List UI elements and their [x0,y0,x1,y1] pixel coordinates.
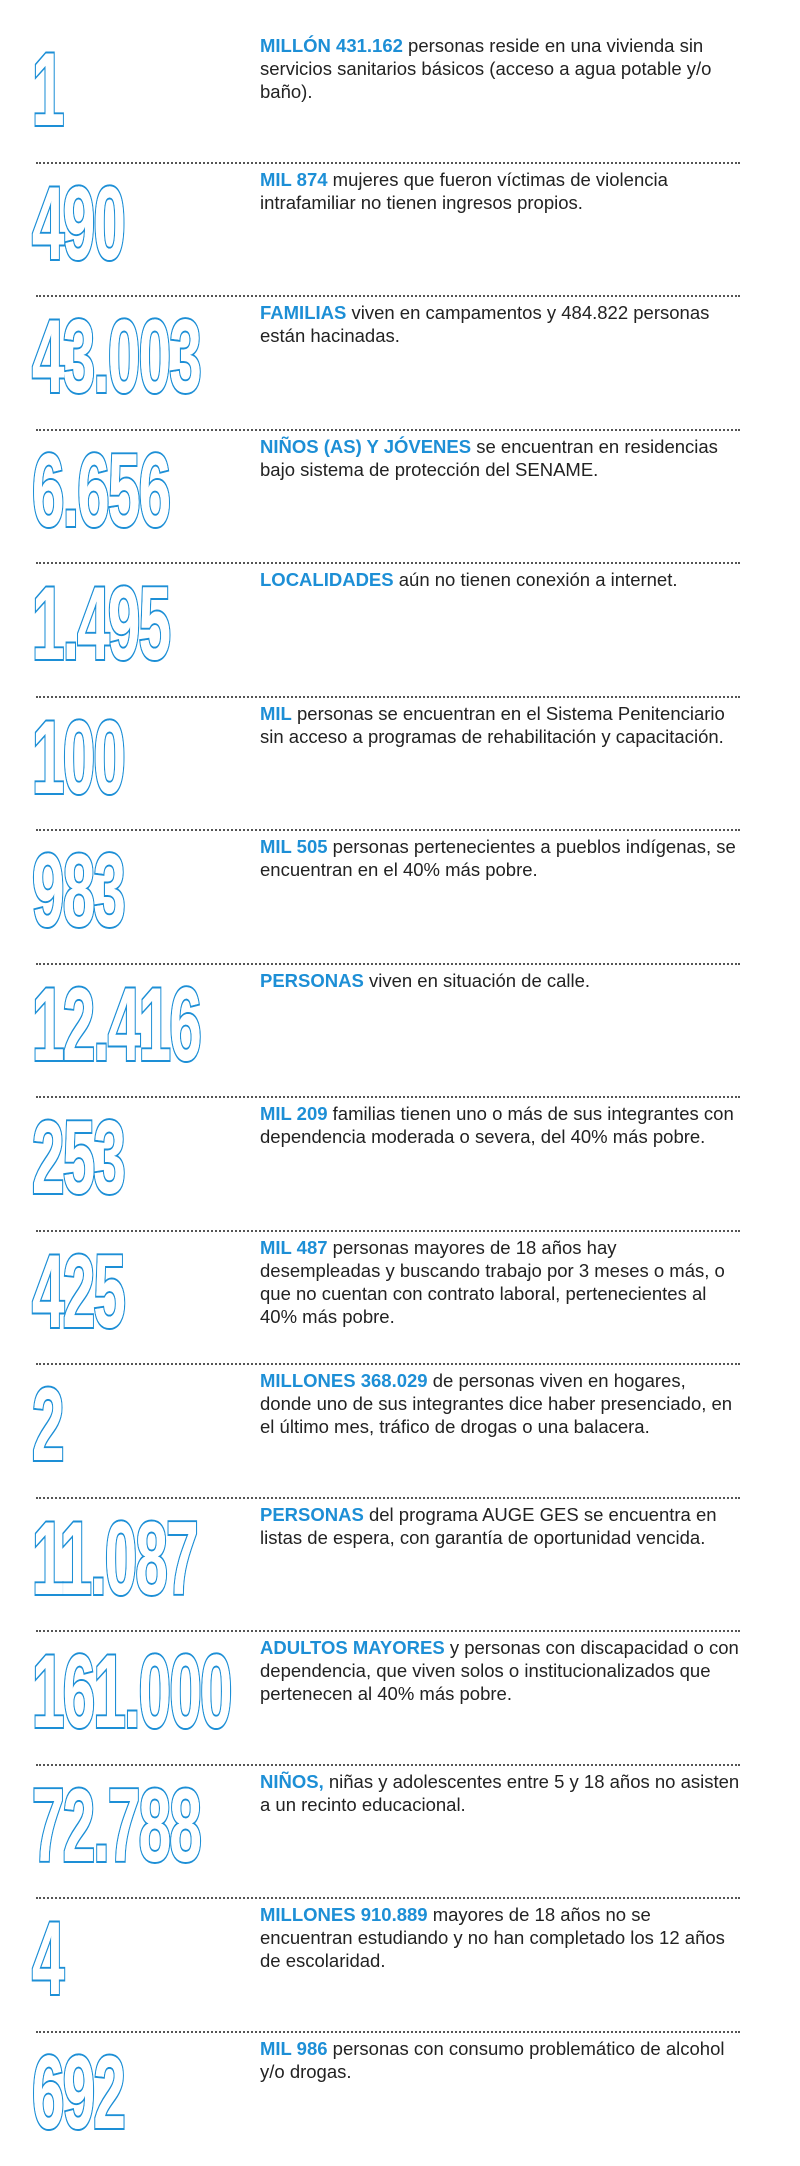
stat-description [260,1102,740,1148]
stat-block [30,1632,740,1766]
stat-block [30,30,740,164]
stat-text: familias tienen uno o más de sus integrantes con dependencia moderada o severa, del 40% más pobre. [260,1103,734,1147]
stat-description [260,435,740,481]
stat-description [260,835,740,881]
stat-text: personas pertenecientes a pueblos indígenas, se encuentran en el 40% más pobre. [260,836,736,880]
stat-number: 4 [32,1907,63,2011]
stat-number: 425 [32,1240,124,1344]
stat-highlight: MIL 505 [260,836,328,857]
stat-block [30,1365,740,1499]
stat-block [30,164,740,298]
stat-block [30,297,740,431]
stat-text: viven en campamentos y 484.822 personas están hacinadas. [260,302,709,346]
stat-highlight: MIL 209 [260,1103,328,1124]
stat-text: mujeres que fueron víctimas de violencia intrafamiliar no tienen ingresos propios. [260,169,668,213]
stat-number: 6.656 [32,439,169,543]
stat-highlight: ADULTOS MAYORES [260,1637,445,1658]
stat-number: 100 [32,706,124,810]
stat-number: 161.000 [32,1640,231,1744]
stat-description [260,1770,740,1816]
stat-highlight: NIÑOS, [260,1771,324,1792]
stat-description [260,969,740,992]
stat-block [30,564,740,698]
stat-text: personas con consumo problemático de alcohol y/o drogas. [260,2038,725,2082]
stat-list [30,30,800,2166]
stat-number: 11.087 [32,1507,197,1611]
stat-text: aún no tienen conexión a internet. [394,569,678,590]
stat-block [30,2033,740,2166]
stat-number: 12.416 [32,973,200,1077]
stat-description [260,301,740,347]
stat-block [30,1232,740,1366]
stat-description [260,568,740,591]
stat-number: 1 [32,38,63,142]
stat-block [30,1899,740,2033]
stat-description [260,1903,740,1972]
stat-text: del programa AUGE GES se encuentra en listas de espera, con garantía de oportunidad vencida. [260,1504,717,1548]
stat-number: 2 [32,1373,63,1477]
stat-highlight: MILLONES 910.889 [260,1904,428,1925]
stat-block [30,1098,740,1232]
stat-description [260,1636,740,1705]
stat-text: personas mayores de 18 años hay desempleadas y buscando trabajo por 3 meses o más, o que no cuentan con contrato laboral, pertenecientes al 40% más pobre. [260,1237,725,1327]
stat-block [30,1499,740,1633]
stat-highlight: MIL 487 [260,1237,328,1258]
stat-description [260,702,740,748]
stat-number: 983 [32,839,124,943]
stat-highlight: MIL 986 [260,2038,328,2059]
stat-text: y personas con discapacidad o con dependencia, que viven solos o institucionalizados que pertenecen al 40% más pobre. [260,1637,739,1704]
stat-highlight: PERSONAS [260,970,364,991]
stat-description [260,168,740,214]
stat-number: 692 [32,2041,124,2145]
stat-description [260,2037,740,2083]
stat-number: 72.788 [32,1774,200,1878]
stat-description [260,34,740,103]
stat-description [260,1369,740,1438]
stat-text: personas se encuentran en el Sistema Penitenciario sin acceso a programas de rehabilitación y capacitación. [260,703,725,747]
stat-highlight: FAMILIAS [260,302,346,323]
stat-block [30,698,740,832]
stat-block [30,965,740,1099]
stat-text: personas reside en una vivienda sin servicios sanitarios básicos (acceso a agua potable y/o baño). [260,35,711,102]
stat-highlight: MIL 874 [260,169,328,190]
stat-block [30,1766,740,1900]
stat-block [30,831,740,965]
stat-text: viven en situación de calle. [364,970,590,991]
stat-highlight: MIL [260,703,292,724]
stat-number: 43.003 [32,305,200,409]
stat-number: 490 [32,172,124,276]
stat-number: 253 [32,1106,124,1210]
stat-highlight: PERSONAS [260,1504,364,1525]
stat-number: 1.495 [32,572,169,676]
stat-description [260,1503,740,1549]
stat-block [30,431,740,565]
stat-highlight: NIÑOS (AS) Y JÓVENES [260,436,471,457]
stat-text: se encuentran en residencias bajo sistema de protección del SENAME. [260,436,718,480]
stat-highlight: MILLÓN 431.162 [260,35,403,56]
stat-text: niñas y adolescentes entre 5 y 18 años no asisten a un recinto educacional. [260,1771,739,1815]
stat-highlight: MILLONES 368.029 [260,1370,428,1391]
stat-text: de personas viven en hogares, donde uno de sus integrantes dice haber presenciado, en el último mes, tráfico de drogas o una balacera. [260,1370,732,1437]
stat-highlight: LOCALIDADES [260,569,394,590]
stat-description [260,1236,740,1328]
stat-text: mayores de 18 años no se encuentran estudiando y no han completado los 12 años de escolaridad. [260,1904,725,1971]
